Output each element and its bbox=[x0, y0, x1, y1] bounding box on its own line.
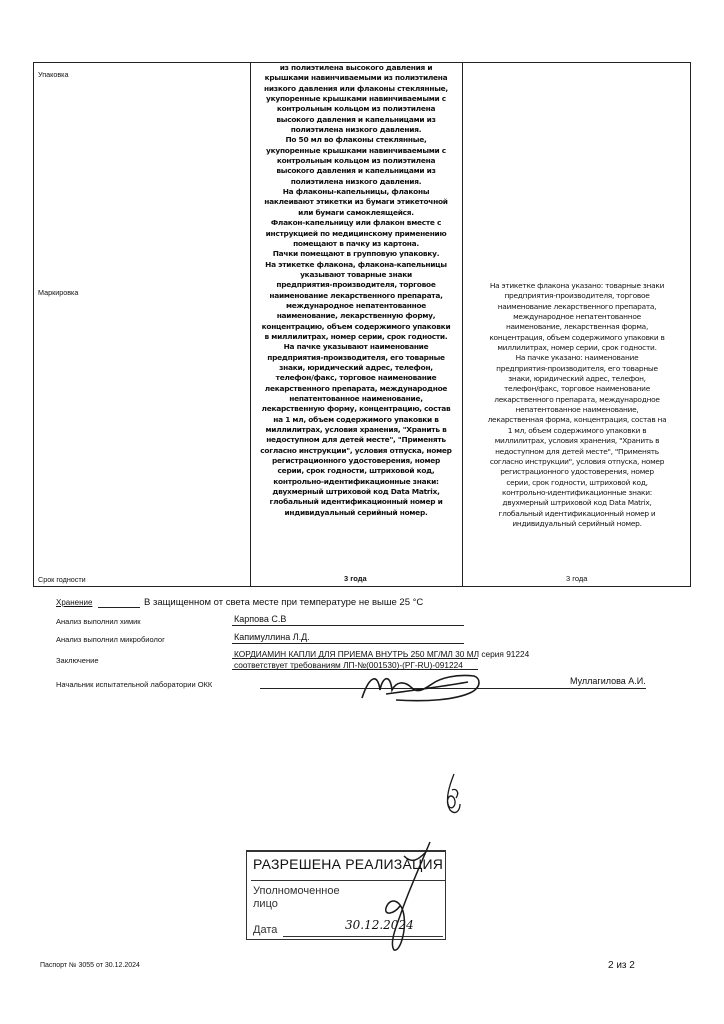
head-label: Начальник испытательной лаборатории ОКК bbox=[56, 680, 213, 689]
spec-line: полиэтилена низкого давления. bbox=[290, 125, 422, 135]
conclusion-label: Заключение bbox=[56, 656, 99, 665]
conclusion-line2: соответствует требованиям ЛП-№(001530)-(РГ-RU)-091224 bbox=[234, 660, 463, 670]
head-name: Муллагилова А.И. bbox=[570, 676, 646, 686]
spec-line: помещают в пачку из картона. bbox=[293, 238, 419, 248]
microbiologist-name: Капимуллина Л.Д. bbox=[234, 632, 310, 642]
microbiologist-underline bbox=[232, 643, 464, 644]
spec-line: Флакон-капельницу или флакон вместе с bbox=[270, 218, 442, 228]
spec-line: лекарственную форму, концентрацию, состав bbox=[261, 404, 451, 414]
spec-line: согласно инструкции", условия отпуска, номер bbox=[260, 445, 452, 455]
spec-line: высокого давления и капельницами из bbox=[276, 114, 436, 124]
spec-line: высокого давления и капельницами из bbox=[276, 166, 436, 176]
storage-label: Хранение bbox=[56, 598, 93, 607]
spec-line: контрольным кольцом из полиэтилена bbox=[276, 104, 436, 114]
chemist-label: Анализ выполнил химик bbox=[56, 617, 141, 626]
spec-line: предприятия-производителя, его товарные bbox=[267, 352, 445, 362]
result-line: 1 мл, объем содержимого упаковки в bbox=[507, 425, 647, 435]
stamp-title: РАЗРЕШЕНА РЕАЛИЗАЦИЯ bbox=[253, 856, 444, 872]
head-signature bbox=[356, 664, 496, 708]
spec-line: контрольным кольцом из полиэтилена bbox=[276, 156, 436, 166]
spec-line: наименование лекарственного препарата, bbox=[269, 290, 443, 300]
result-line: наименование, лекарственная форма, bbox=[505, 322, 649, 332]
spec-line: инструкцией по медицинскому применению bbox=[265, 228, 447, 238]
spec-line: Пачки помещают в групповую упаковку. bbox=[272, 249, 440, 259]
row-label-shelf-life: Срок годности bbox=[38, 575, 86, 584]
result-line: На пачке указано: наименование bbox=[515, 353, 639, 363]
spec-line: миллилитрах, условия хранения, "Хранить в bbox=[265, 425, 447, 435]
spec-line: полиэтилена низкого давления. bbox=[290, 176, 422, 186]
spec-line: наименование, лекарственную форму, bbox=[276, 311, 436, 321]
spec-line: контрольно-идентификационные знаки: bbox=[273, 476, 439, 486]
result-column-text bbox=[462, 281, 692, 529]
spec-line: укупоренные крышками навинчиваемыми с bbox=[266, 145, 446, 155]
result-line: глобальный идентификационный номер и bbox=[498, 508, 656, 518]
spec-line: лекарственного препарата, международное bbox=[264, 383, 448, 393]
spec-line: из полиэтилена высокого давления и bbox=[279, 63, 433, 72]
result-line: индивидуальный серийный номер. bbox=[512, 518, 642, 528]
result-line: предприятия-производителя, торговое bbox=[504, 291, 650, 301]
shelf-life-spec: 3 года bbox=[344, 574, 367, 583]
result-line: серии, срок годности, штриховой код, bbox=[506, 477, 648, 487]
result-line: наименование лекарственного препарата, bbox=[497, 301, 657, 311]
storage-underline bbox=[98, 607, 140, 608]
spec-line: На пачке указывают наименование bbox=[283, 342, 429, 352]
spec-line: на 1 мл, объем содержимого упаковки в bbox=[273, 414, 439, 424]
spec-line: На этикетке флакона, флакона-капельницы bbox=[265, 259, 447, 269]
spec-line: индивидуальный серийный номер. bbox=[284, 507, 428, 517]
spec-line: На флаконы-капельницы, флаконы bbox=[282, 187, 430, 197]
result-line: концентрация, объем содержимого упаковки в bbox=[489, 332, 665, 342]
spec-line: непатентованное наименование, bbox=[289, 394, 423, 403]
shelf-life-result: 3 года bbox=[566, 574, 588, 583]
result-line: международное непатентованное bbox=[513, 312, 641, 322]
spec-line: в миллилитрах, номер серии, срок годности. bbox=[264, 331, 448, 341]
stamp-person-line1: Уполномоченное bbox=[253, 885, 340, 897]
spec-line: указывают товарные знаки bbox=[300, 269, 412, 279]
result-line: На этикетке флакона указано: товарные знаки bbox=[489, 281, 665, 290]
result-line: непатентованное наименование, bbox=[515, 405, 639, 415]
result-line: лекарственная форма, концентрация, состав на bbox=[487, 415, 667, 425]
stamp-signature bbox=[360, 836, 450, 956]
conclusion-line1: КОРДИАМИН КАПЛИ ДЛЯ ПРИЕМА ВНУТРЬ 250 МГ/МЛ 30 МЛ серия 91224 bbox=[234, 649, 530, 659]
result-line: двухмерный штриховой код Data Matrix, bbox=[502, 498, 652, 508]
spec-line: недоступном для детей месте", "Применять bbox=[266, 435, 446, 445]
spec-line: международное непатентованное bbox=[285, 300, 427, 310]
result-line: недоступном для детей месте", "Применять bbox=[495, 446, 659, 456]
spec-line: По 50 мл во флаконы стеклянные, bbox=[285, 135, 427, 145]
chemist-name: Карпова С.В bbox=[234, 614, 287, 624]
spec-line: телефон/факс, торговое наименование bbox=[275, 373, 437, 383]
stamp-person-line2: лицо bbox=[253, 898, 278, 910]
spec-line: крышками навинчиваемыми из полиэтилена bbox=[264, 73, 448, 83]
row-label-packaging: Упаковка bbox=[38, 70, 69, 79]
spec-line: наклеивают этикетки из бумаги этикеточной bbox=[264, 197, 448, 207]
spec-line: или бумаги самоклеящейся. bbox=[298, 207, 414, 217]
result-line: согласно инструкции", условия отпуска, номер bbox=[489, 456, 665, 466]
microbiologist-label: Анализ выполнил микробиолог bbox=[56, 635, 165, 644]
result-line: знаки, юридический адрес, телефон, bbox=[508, 374, 646, 384]
spec-line: укупоренные крышками навинчиваемыми с bbox=[266, 94, 446, 104]
storage-value: В защищенном от света месте при температуре не выше 25 °С bbox=[144, 597, 424, 608]
spec-line: знаки, юридический адрес, телефон, bbox=[279, 362, 433, 372]
footer-page: 2 из 2 bbox=[608, 960, 635, 971]
result-line: предприятия-производителя, его товарные bbox=[496, 363, 658, 373]
result-line: миллилитрах, условия хранения, "Хранить в bbox=[494, 436, 660, 446]
stamp-date-value: 30.12.2024 bbox=[345, 918, 414, 932]
spec-table bbox=[33, 62, 691, 587]
result-line: регистрационного удостоверения, номер bbox=[500, 467, 654, 477]
spec-column-text bbox=[250, 63, 462, 518]
initials-mark bbox=[438, 770, 468, 818]
chemist-underline bbox=[232, 625, 464, 626]
stamp-date-label: Дата bbox=[253, 924, 278, 936]
spec-line: глобальный идентификационный номер и bbox=[269, 497, 443, 507]
footer-passport: Паспорт № 3055 от 30.12.2024 bbox=[40, 962, 140, 969]
result-line: миллилитрах, номер серии, срок годности. bbox=[497, 343, 657, 353]
spec-line: концентрацию, объем содержимого упаковки bbox=[261, 321, 451, 331]
spec-line: двухмерный штриховой код Data Matrix, bbox=[272, 487, 440, 497]
conclusion-underline bbox=[232, 658, 478, 659]
result-line: телефон/факс, торговое наименование bbox=[503, 384, 650, 394]
spec-line: регистрационного удостоверения, номер bbox=[271, 456, 441, 466]
spec-line: низкого давления или флаконы стеклянные, bbox=[264, 83, 448, 93]
row-label-marking: Маркировка bbox=[38, 288, 79, 297]
spec-line: серии, срок годности, штриховой код, bbox=[277, 466, 435, 476]
result-line: лекарственного препарата, международное bbox=[494, 394, 660, 404]
spec-line: предприятия-производителя, торговое bbox=[276, 280, 436, 290]
result-line: контрольно-идентификационные знаки: bbox=[501, 487, 652, 497]
